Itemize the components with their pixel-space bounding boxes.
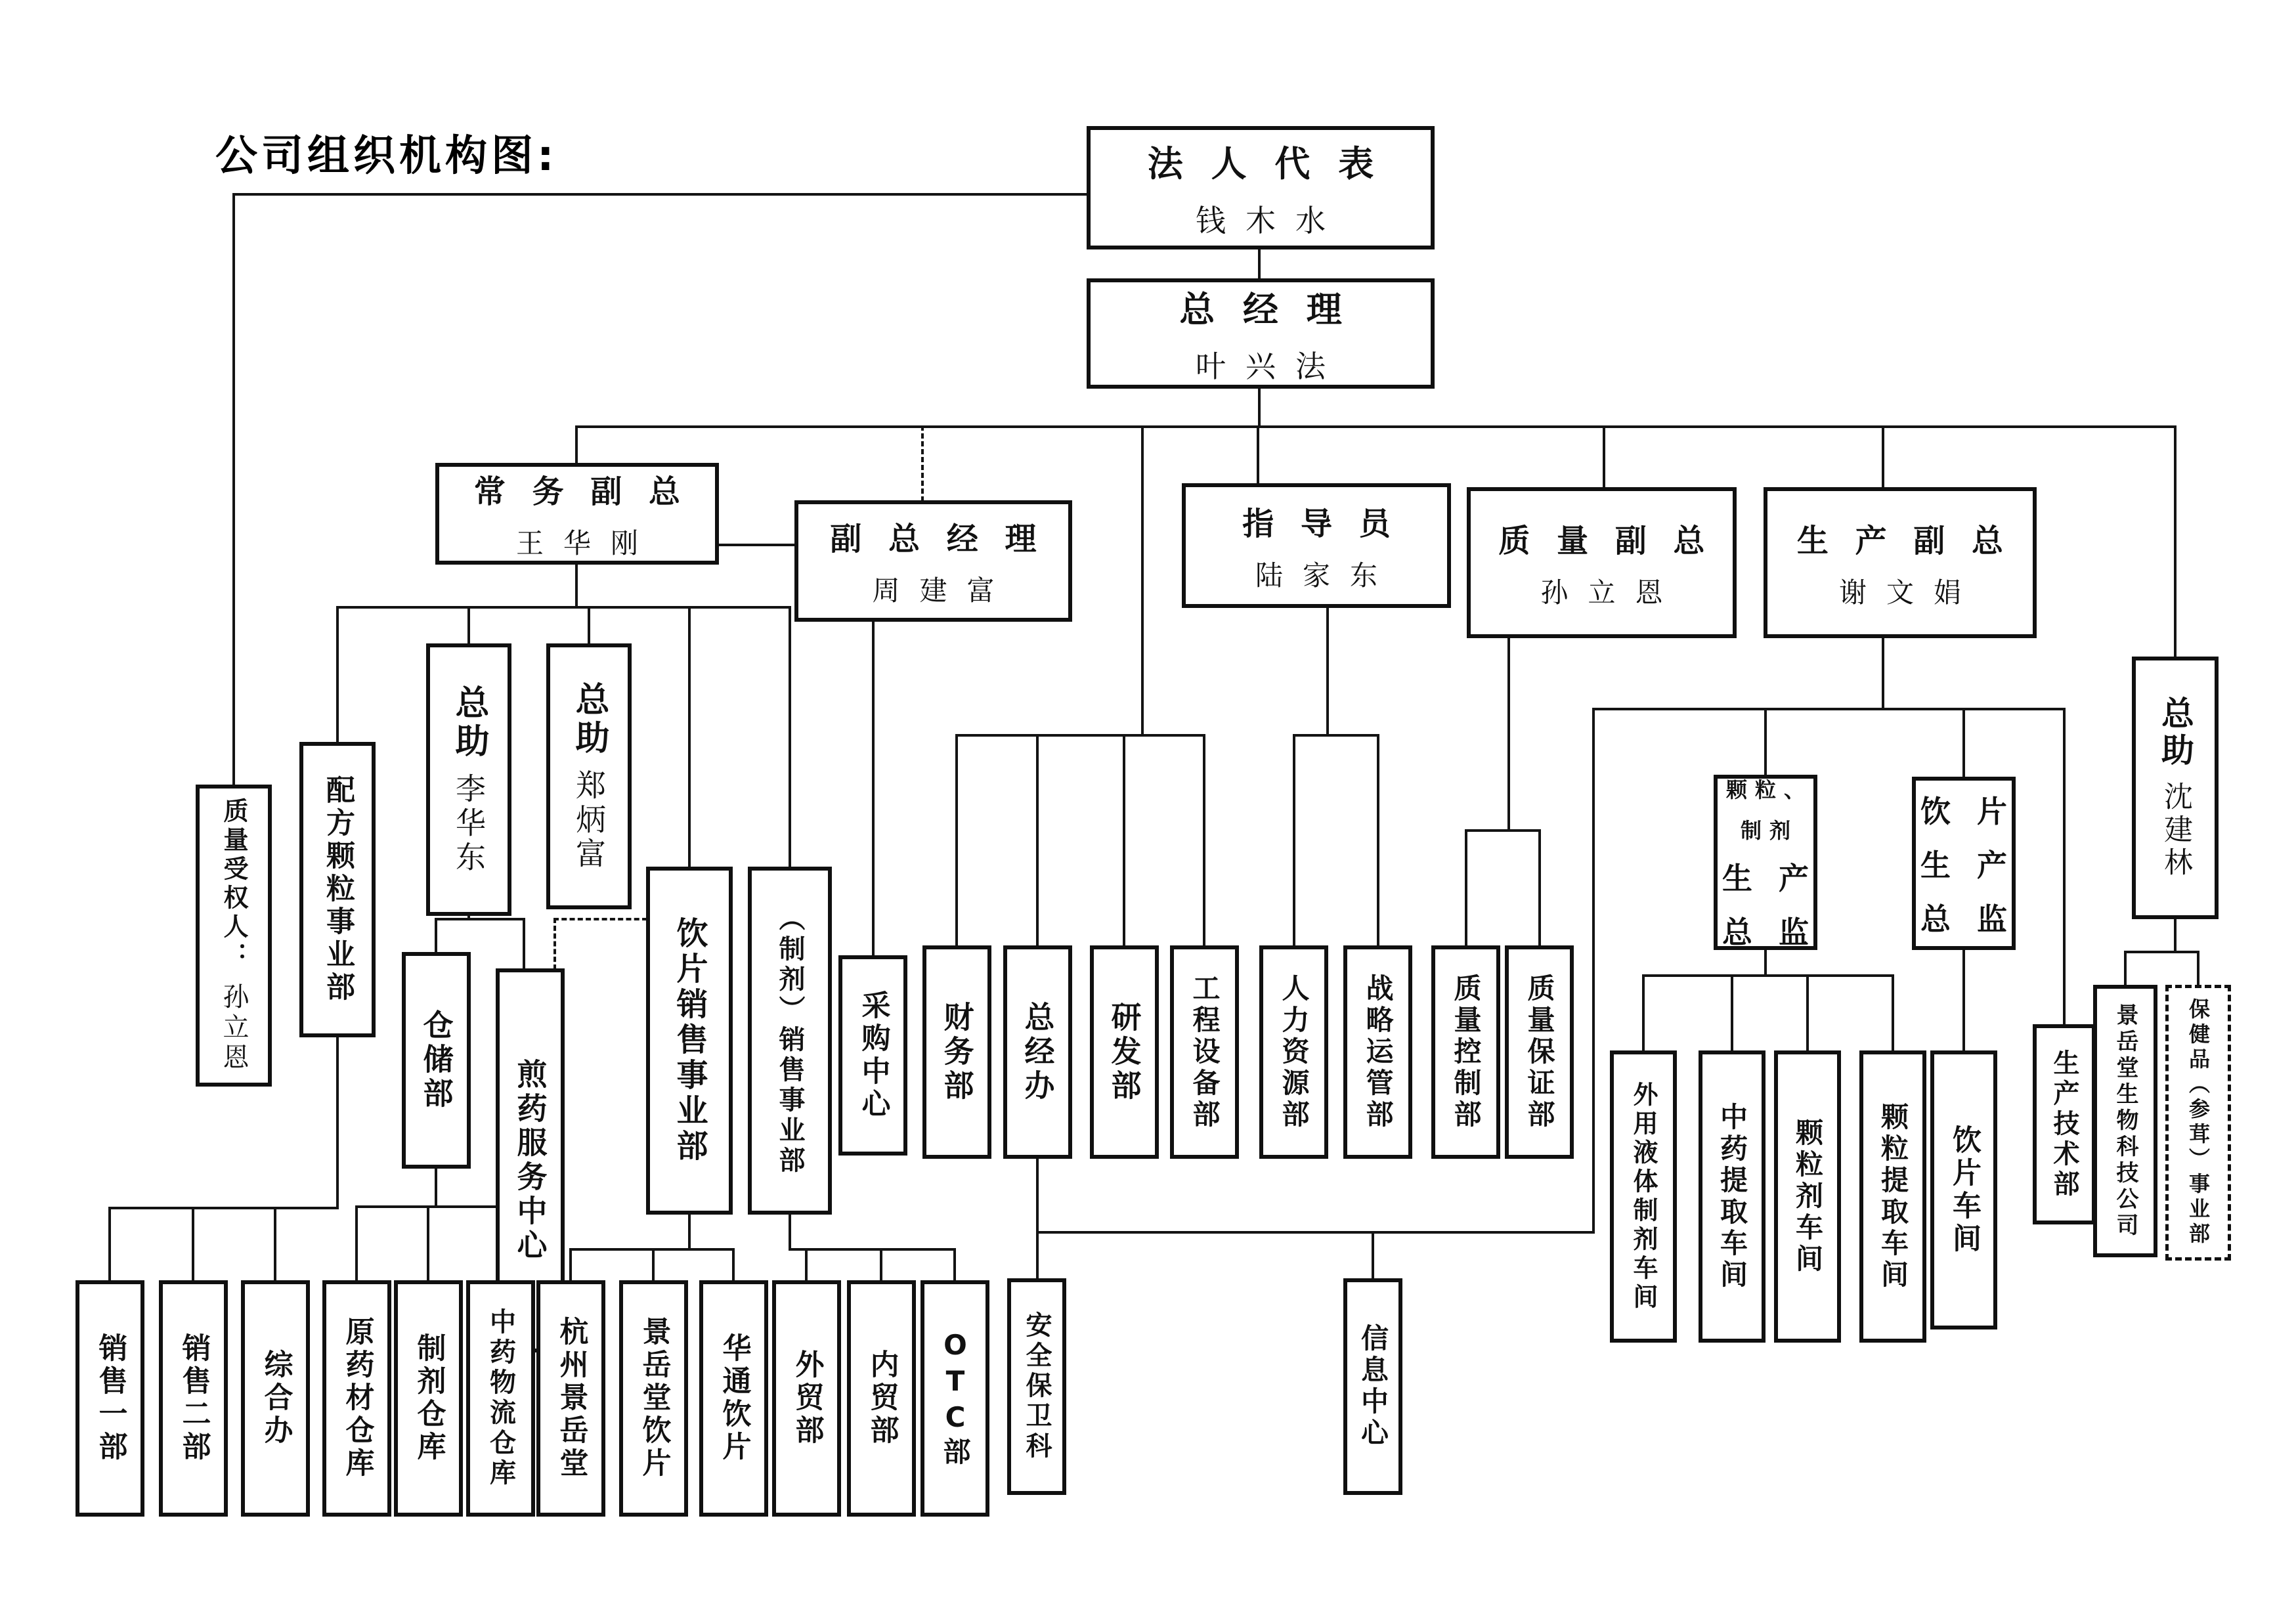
- connector-line-30: [274, 1207, 276, 1282]
- connector-line-34: [427, 1205, 429, 1282]
- connector-line-29: [192, 1207, 194, 1282]
- connector-line-12: [718, 544, 796, 546]
- box-content: [418, 1009, 454, 1112]
- raw-material-warehouse-box: [322, 1280, 391, 1517]
- health-products-division-box: [2165, 985, 2231, 1261]
- connector-line-62: [1372, 1231, 1374, 1280]
- connector-line-36: [688, 1213, 691, 1251]
- box-label: 质量控制部: [1450, 973, 1483, 1131]
- connector-line-44: [880, 1248, 882, 1282]
- box-content: [1234, 498, 1398, 594]
- connector-line-66: [1764, 708, 1767, 776]
- connector-line-79: [2197, 951, 2199, 986]
- box-label: OTC部: [939, 1328, 972, 1469]
- box-content: [485, 1308, 516, 1489]
- connector-line-68: [2063, 708, 2066, 1026]
- box-content: [2188, 998, 2209, 1247]
- connector-line-59: [1538, 829, 1541, 947]
- box-label: 景岳堂生物科技公司: [2112, 1003, 2138, 1240]
- box-content: [2114, 1003, 2136, 1240]
- connector-line-57: [1465, 829, 1541, 832]
- granule-extraction-workshop-box: [1859, 1050, 1926, 1343]
- box-content: [717, 1333, 751, 1464]
- connector-line-52: [1326, 607, 1329, 737]
- connector-line-9: [1882, 425, 1884, 488]
- box-label: 外贸部: [790, 1349, 824, 1448]
- connector-line-1: [1258, 387, 1261, 428]
- box-label: 仓储部: [418, 1009, 454, 1112]
- connector-line-6: [921, 425, 924, 502]
- production-technology-dept-box: [2033, 1024, 2096, 1224]
- box-content: [466, 466, 688, 561]
- box-content: [340, 1316, 374, 1481]
- sales-dept-2-box: [159, 1280, 228, 1517]
- deputy-gm-box: [794, 500, 1072, 622]
- box-content: [1140, 136, 1381, 240]
- box-label: 总助: [2156, 696, 2194, 769]
- gm-assistant-zheng-box: [546, 643, 632, 909]
- box-label: 内贸部: [865, 1349, 899, 1448]
- decoction-pieces-sales-division-box: [646, 867, 733, 1215]
- box-label: 质量保证部: [1523, 973, 1556, 1131]
- box-content: [1171, 282, 1350, 386]
- connector-line-31: [435, 1167, 437, 1208]
- connector-line-0: [1258, 248, 1261, 280]
- granule-workshop-box: [1774, 1050, 1841, 1343]
- box-content: [569, 681, 609, 872]
- box-label: 常 务 副 总: [473, 473, 689, 510]
- person-name: 周建富: [872, 574, 1014, 607]
- box-label: 饮 片: [1920, 794, 2016, 829]
- connector-line-26: [336, 1036, 339, 1209]
- quality-authorized-person-box: [196, 785, 272, 1087]
- formula-granule-division-box: [299, 742, 376, 1037]
- box-content: [939, 1001, 975, 1104]
- box-content: [822, 513, 1044, 609]
- connector-line-60: [1036, 1157, 1039, 1280]
- connector-line-76: [2174, 918, 2177, 953]
- box-label: 总助: [569, 681, 609, 758]
- connector-line-15: [336, 606, 339, 743]
- connector-line-3: [232, 193, 1088, 196]
- connector-line-8: [1603, 425, 1605, 488]
- person-name: 郑炳富: [571, 769, 607, 872]
- box-label: 副 总 经 理: [830, 521, 1045, 557]
- connector-line-21: [435, 918, 525, 920]
- quality-assurance-dept-box: [1505, 945, 1574, 1159]
- box-content: [221, 798, 247, 1073]
- connector-line-51: [1203, 734, 1205, 947]
- box-label: 信息中心: [1357, 1324, 1389, 1450]
- box-content: [259, 1349, 293, 1448]
- box-label: 配方颗粒事业部: [321, 775, 355, 1005]
- box-label: 颗粒提取车间: [1877, 1102, 1909, 1291]
- box-label: 财务部: [939, 1001, 975, 1104]
- gm-assistant-shen-box: [2132, 657, 2219, 919]
- box-content: [1106, 1001, 1142, 1104]
- connector-line-27: [108, 1207, 339, 1209]
- box-content: [1523, 973, 1556, 1131]
- connector-line-55: [1377, 734, 1379, 947]
- general-manager-box: [1087, 278, 1435, 389]
- box-label: 综合办: [259, 1349, 293, 1448]
- connector-line-33: [355, 1205, 358, 1282]
- foreign-trade-dept-box: [772, 1280, 841, 1517]
- connector-line-22: [435, 918, 437, 953]
- connector-line-73: [1806, 974, 1809, 1052]
- connector-line-61: [1036, 1231, 1595, 1234]
- tcm-logistics-warehouse-box: [466, 1280, 535, 1517]
- jingyuetang-decoction-pieces-box: [619, 1280, 688, 1517]
- jingyuetang-biotech-company-box: [2093, 985, 2157, 1257]
- box-label: 华通饮片: [717, 1333, 751, 1464]
- connector-line-19: [789, 606, 791, 868]
- engineering-equipment-dept-box: [1170, 945, 1239, 1159]
- rnd-dept-box: [1090, 945, 1159, 1159]
- page-title: 公司组织机构图:: [215, 132, 558, 181]
- otc-dept-box: [921, 1280, 989, 1517]
- connector-line-5: [575, 425, 578, 464]
- connector-line-4: [232, 193, 235, 786]
- box-label: 指 导 员: [1242, 505, 1398, 542]
- box-label: 法 人 代 表: [1147, 142, 1382, 184]
- box-label: 销售二部: [177, 1333, 211, 1464]
- connector-line-11: [1141, 425, 1144, 737]
- connector-line-70: [1642, 974, 1894, 977]
- connector-line-13: [575, 563, 578, 609]
- box-label: 生 产: [1920, 848, 2016, 883]
- box-content: [1359, 1324, 1387, 1450]
- box-content: [321, 775, 355, 1005]
- box-label: 景岳堂饮片: [637, 1316, 671, 1481]
- box-label: 原药材仓库: [340, 1316, 374, 1481]
- box-content: [777, 905, 803, 1177]
- connector-line-28: [108, 1207, 111, 1282]
- connector-line-58: [1465, 829, 1467, 947]
- connector-line-64: [1882, 637, 1884, 710]
- connector-line-78: [2124, 951, 2127, 986]
- box-content: [1714, 773, 1817, 952]
- huatong-decoction-pieces-box: [699, 1280, 768, 1517]
- person-name: 叶兴法: [1195, 348, 1345, 384]
- preparation-sales-division-box: [748, 867, 832, 1215]
- box-content: [1024, 1311, 1050, 1462]
- box-content: [671, 917, 708, 1165]
- connector-line-63: [1592, 708, 1595, 1234]
- box-label: 饮片车间: [1947, 1124, 1981, 1256]
- box-label: 总 监: [1920, 901, 2016, 937]
- box-label: 杭州景岳堂: [554, 1316, 588, 1481]
- connector-line-25: [553, 918, 647, 920]
- box-content: [1490, 515, 1712, 611]
- box-content: [790, 1349, 824, 1448]
- box-label: （制剂）销售事业部: [775, 905, 805, 1177]
- connector-line-41: [789, 1213, 791, 1251]
- box-content: [2051, 1049, 2077, 1200]
- connector-line-17: [588, 606, 590, 645]
- box-content: [2156, 696, 2194, 880]
- box-content: [554, 1316, 588, 1481]
- connector-line-18: [688, 606, 691, 868]
- connector-line-67: [1962, 708, 1965, 778]
- box-label: 总助: [449, 684, 488, 761]
- general-affairs-office-box: [241, 1280, 310, 1517]
- box-content: [1789, 515, 2011, 611]
- person-name: 沈建林: [2159, 781, 2192, 880]
- box-label: 制剂仓库: [412, 1333, 446, 1464]
- box-label: 外用液体制剂车间: [1629, 1081, 1658, 1312]
- gm-assistant-li-box: [426, 643, 511, 916]
- box-content: [1362, 973, 1395, 1131]
- connector-line-46: [872, 620, 875, 957]
- gm-office-box: [1003, 945, 1072, 1159]
- connector-line-54: [1293, 734, 1295, 947]
- box-label: 中药物流仓库: [485, 1308, 516, 1489]
- box-label: 制剂: [1741, 817, 1799, 843]
- preparation-warehouse-box: [394, 1280, 463, 1517]
- warehouse-dept-box: [402, 952, 471, 1169]
- connector-line-75: [1962, 949, 1965, 1052]
- box-label: 总 监: [1722, 914, 1817, 950]
- box-content: [449, 684, 488, 875]
- person-name: 钱木水: [1196, 202, 1345, 238]
- connector-line-45: [953, 1248, 956, 1282]
- legal-representative-box: [1087, 126, 1435, 249]
- box-content: [1188, 973, 1221, 1131]
- connector-line-74: [1892, 974, 1894, 1052]
- box-content: [1718, 1102, 1746, 1291]
- box-content: [939, 1328, 972, 1469]
- connector-line-16: [467, 606, 470, 645]
- instructor-box: [1182, 483, 1451, 608]
- box-label: 安全保卫科: [1022, 1311, 1052, 1462]
- box-content: [856, 989, 890, 1121]
- box-label: 总经办: [1020, 1001, 1056, 1104]
- granule-preparation-production-director-box: [1714, 775, 1817, 950]
- decoction-pieces-workshop-box: [1930, 1050, 1997, 1329]
- connector-line-10: [2174, 425, 2177, 658]
- box-content: [512, 1058, 548, 1263]
- box-label: 工程设备部: [1188, 973, 1221, 1131]
- box-label: 人力资源部: [1278, 973, 1310, 1131]
- box-content: [412, 1333, 446, 1464]
- connector-line-24: [553, 918, 556, 970]
- person-name: 李华东: [451, 772, 487, 875]
- person-name: 谢文娟: [1838, 576, 1981, 609]
- connector-line-40: [732, 1248, 735, 1282]
- person-name: 王华刚: [515, 527, 658, 559]
- box-label: 质 量 副 总: [1498, 522, 1713, 559]
- box-label: 颗粒、: [1726, 777, 1813, 802]
- connector-line-43: [805, 1248, 808, 1282]
- connector-line-49: [1036, 734, 1039, 947]
- box-content: [93, 1333, 127, 1464]
- box-content: [1280, 974, 1308, 1131]
- box-content: [865, 1349, 899, 1448]
- box-label: 生产技术部: [2049, 1048, 2079, 1200]
- connector-line-69: [1764, 949, 1767, 977]
- connector-line-77: [2124, 951, 2199, 953]
- person-name: 孙立恩: [1540, 576, 1683, 609]
- box-label: 中药提取车间: [1716, 1102, 1748, 1291]
- procurement-center-box: [838, 955, 907, 1156]
- box-content: [1631, 1081, 1656, 1312]
- connector-line-23: [523, 918, 525, 970]
- box-label: 研发部: [1106, 1001, 1142, 1104]
- connector-line-2: [575, 425, 2177, 428]
- connector-line-56: [1507, 637, 1510, 832]
- quality-deputy-gm-box: [1467, 487, 1737, 638]
- box-label: 质量受权人：: [219, 798, 248, 971]
- connector-line-47: [955, 734, 1205, 737]
- sales-dept-1-box: [76, 1280, 144, 1517]
- person-name: 陆家东: [1255, 559, 1397, 592]
- box-label: 饮片销售事业部: [671, 917, 708, 1165]
- connector-line-7: [1257, 425, 1259, 485]
- connector-line-72: [1731, 974, 1733, 1052]
- box-label: 战略运管部: [1362, 973, 1395, 1131]
- connector-line-48: [955, 734, 958, 947]
- box-content: [1020, 1001, 1056, 1104]
- decoction-pieces-production-director-box: [1912, 777, 2016, 950]
- box-content: [1879, 1102, 1907, 1291]
- domestic-trade-dept-box: [847, 1280, 916, 1517]
- connector-line-53: [1293, 734, 1379, 737]
- executive-deputy-gm-box: [435, 463, 719, 565]
- box-label: 生 产 副 总: [1796, 522, 2012, 559]
- box-content: [1792, 1117, 1824, 1276]
- box-content: [177, 1333, 211, 1464]
- box-content: [637, 1316, 671, 1481]
- connector-line-14: [336, 606, 791, 609]
- hangzhou-jingyuetang-box: [536, 1280, 605, 1517]
- information-center-box: [1343, 1278, 1402, 1495]
- tcm-extraction-workshop-box: [1699, 1050, 1765, 1343]
- quality-control-dept-box: [1431, 945, 1500, 1159]
- finance-dept-box: [922, 945, 991, 1159]
- box-label: 生 产: [1722, 860, 1817, 896]
- connector-line-39: [652, 1248, 655, 1282]
- security-section-box: [1007, 1278, 1066, 1495]
- connector-line-71: [1642, 974, 1645, 1052]
- box-content: [1947, 1124, 1981, 1256]
- human-resources-dept-box: [1259, 945, 1328, 1159]
- connector-line-42: [789, 1248, 956, 1251]
- strategy-operations-dept-box: [1343, 945, 1412, 1159]
- box-label: 煎药服务中心: [512, 1058, 548, 1263]
- box-label: 总 经 理: [1179, 288, 1350, 330]
- box-label: 颗粒剂车间: [1792, 1117, 1824, 1276]
- box-label: 采购中心: [856, 989, 890, 1121]
- box-content: [1450, 973, 1483, 1131]
- box-label: 销售一部: [93, 1333, 127, 1464]
- connector-line-65: [1592, 708, 2066, 710]
- connector-line-38: [569, 1248, 572, 1282]
- box-label: 保健品（参茸）事业部: [2186, 998, 2211, 1247]
- person-name: 孙立恩: [219, 983, 249, 1073]
- box-content: [1913, 788, 2015, 939]
- external-liquid-preparation-workshop-box: [1610, 1050, 1677, 1343]
- production-deputy-gm-box: [1764, 487, 2037, 638]
- connector-line-50: [1123, 734, 1125, 947]
